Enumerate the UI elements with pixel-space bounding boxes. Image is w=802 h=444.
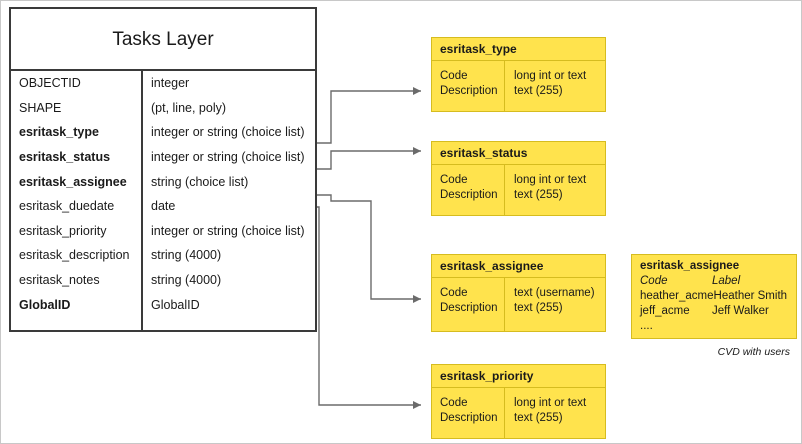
domain-box-esritask-type — [431, 37, 606, 112]
domain-right-column — [504, 69, 586, 111]
domain-field: Description — [440, 412, 498, 424]
domain-body — [432, 61, 605, 111]
domain-left-column — [432, 396, 504, 438]
domain-type: text (255) — [514, 412, 563, 424]
domain-right-column — [504, 396, 586, 438]
table-row — [11, 71, 315, 96]
list-item — [640, 289, 796, 304]
wire-status-arrow — [413, 147, 421, 155]
domain-right-column — [504, 173, 586, 215]
domain-title: esritask_type — [432, 38, 605, 61]
domain-type: text (255) — [514, 302, 563, 314]
field-name: OBJECTID — [19, 76, 81, 91]
wire-type — [317, 91, 421, 143]
domain-type: text (255) — [514, 85, 563, 97]
table-row — [11, 169, 315, 194]
domain-field: Description — [440, 302, 498, 314]
domain-field: Code — [440, 174, 468, 186]
domain-field: Description — [440, 189, 498, 201]
field-type: integer — [151, 76, 190, 91]
cvd-caption: CVD with users — [717, 346, 790, 358]
domain-divider — [504, 61, 505, 111]
domain-type: long int or text — [514, 397, 587, 409]
field-type: string (4000) — [151, 248, 222, 263]
field-type: integer or string (choice list) — [151, 223, 305, 238]
column-divider — [141, 71, 143, 331]
wire-priority-arrow — [413, 401, 421, 409]
table-row — [11, 219, 315, 244]
domain-title: esritask_priority — [432, 365, 605, 388]
domain-left-column — [432, 69, 504, 111]
field-type: integer or string (choice list) — [151, 125, 305, 140]
field-name: GlobalID — [19, 297, 71, 312]
page-title: Tasks Layer — [11, 9, 315, 71]
field-name: SHAPE — [19, 100, 62, 115]
cvd-label: Heather Smith — [713, 290, 788, 302]
wire-assignee-arrow — [413, 295, 421, 303]
field-name: esritask_priority — [19, 223, 107, 238]
field-type: string (choice list) — [151, 174, 249, 189]
domain-body — [432, 388, 605, 438]
field-type: GlobalID — [151, 297, 200, 312]
wire-assignee — [317, 195, 421, 299]
cvd-code: jeff_acme — [640, 305, 690, 317]
table-row — [11, 96, 315, 121]
cvd-title: esritask_assignee — [640, 260, 740, 272]
cvd-header-label: Label — [712, 275, 741, 287]
domain-box-esritask-priority — [431, 364, 606, 439]
table-row — [11, 194, 315, 219]
table-row — [11, 292, 315, 317]
wire-type-arrow — [413, 87, 421, 95]
domain-box-esritask-assignee — [431, 254, 606, 332]
field-type: date — [151, 199, 176, 214]
domain-divider — [504, 165, 505, 215]
field-type: (pt, line, poly) — [151, 100, 227, 115]
cvd-body — [632, 255, 796, 334]
list-item — [640, 304, 796, 319]
cvd-users-box — [631, 254, 797, 358]
domain-field: Code — [440, 287, 468, 299]
table-row — [11, 145, 315, 170]
domain-body — [432, 165, 605, 215]
domain-type: text (255) — [514, 189, 563, 201]
field-name: esritask_type — [19, 125, 99, 140]
domain-field: Code — [440, 70, 468, 82]
domain-right-column — [504, 286, 595, 331]
table-row — [11, 120, 315, 145]
table-row — [11, 268, 315, 293]
tasks-layer-fields — [11, 71, 315, 331]
cvd-header-code: Code — [640, 275, 668, 287]
domain-divider — [504, 278, 505, 331]
domain-field: Description — [440, 85, 498, 97]
cvd-label: Jeff Walker — [712, 305, 769, 317]
domain-title: esritask_status — [432, 142, 605, 165]
cvd-code: heather_acme — [640, 290, 714, 302]
wire-priority — [317, 207, 421, 405]
domain-title: esritask_assignee — [432, 255, 605, 278]
domain-type: long int or text — [514, 70, 587, 82]
field-type: integer or string (choice list) — [151, 150, 305, 165]
domain-type: text (username) — [514, 287, 595, 299]
field-name: esritask_status — [19, 150, 111, 165]
domain-field: Code — [440, 397, 468, 409]
domain-divider — [504, 388, 505, 438]
list-item — [640, 319, 796, 334]
domain-body — [432, 278, 605, 331]
wire-status — [317, 151, 421, 169]
cvd-header-row — [640, 274, 796, 289]
cvd-label — [712, 319, 784, 334]
domain-type: long int or text — [514, 174, 587, 186]
field-name: esritask_assignee — [19, 174, 127, 189]
domain-box-esritask-status — [431, 141, 606, 216]
domain-left-column — [432, 286, 504, 331]
domain-left-column — [432, 173, 504, 215]
cvd-code: .... — [640, 320, 653, 332]
field-name: esritask_duedate — [19, 199, 115, 214]
field-name: esritask_notes — [19, 273, 100, 288]
field-name: esritask_description — [19, 248, 130, 263]
field-type: string (4000) — [151, 273, 222, 288]
table-row — [11, 243, 315, 268]
tasks-layer-table — [9, 7, 317, 332]
